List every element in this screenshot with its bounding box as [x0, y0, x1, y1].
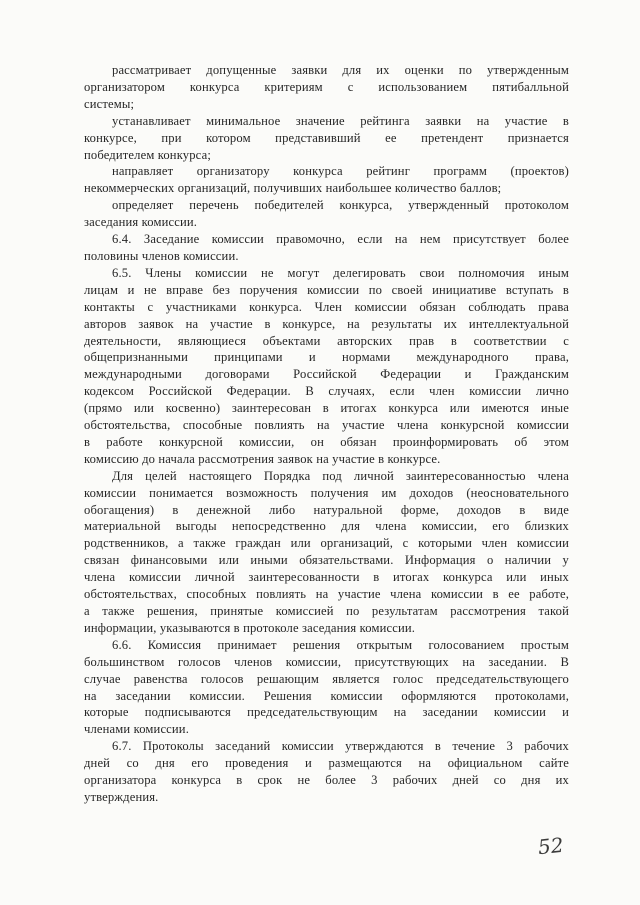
text-line: авторов заявок на участие в конкурсе, на результаты их интеллектуальной: [84, 316, 569, 331]
text-line: международными договорами Российской Федерации и Гражданским: [84, 367, 569, 382]
text-line: члена комиссии личной заинтересованности в итогах конкурса или иных: [84, 570, 569, 585]
text-line: 6.5. Члены комиссии не могут делегировать свои полномочия иным: [112, 265, 569, 280]
text-line: комиссию до начала рассмотрения заявок на участие в конкурсе.: [84, 451, 441, 466]
text-line: обогащения) в денежной либо натуральной форме, доходов в виде: [84, 502, 569, 517]
paragraph: [84, 197, 569, 231]
text-line: (прямо или косвенно) заинтересован в итогах конкурса или имеются иные: [84, 401, 569, 416]
text-line: материальной выгоды непосредственно для члена комиссии, его близких: [84, 519, 569, 534]
text-line: в работе конкурсной комиссии, он обязан проинформировать об этом: [84, 434, 569, 449]
text-line: лицам и не вправе без поручения комиссии по своей инициативе вступать в: [84, 282, 569, 297]
text-line: общепризнанными принципами и нормами международного права,: [84, 350, 569, 365]
paragraph: [84, 113, 569, 164]
text-line: половины членов комиссии.: [84, 248, 239, 263]
text-line: 6.7. Протоколы заседаний комиссии утверждаются в течение 3 рабочих: [112, 739, 569, 754]
paragraph: [84, 468, 569, 637]
text-line: дней со дня его проведения и размещаются на официальном сайте: [84, 756, 569, 771]
text-line: победителем конкурса;: [84, 147, 211, 162]
text-line: организатором конкурса критериям с использованием пятибалльной: [84, 79, 569, 94]
text-line: системы;: [84, 96, 135, 111]
text-line: которые подписываются председательствующим на заседании комиссии и: [84, 705, 569, 720]
text-line: родственников, а также граждан или организаций, с которыми член комиссии: [84, 536, 569, 551]
paragraph: [84, 265, 569, 468]
text-line: 6.6. Комиссия принимает решения открытым голосованием простым: [112, 637, 569, 652]
text-line: обстоятельства, способные повлиять на участие члена конкурсной комиссии: [84, 418, 569, 433]
document-body: [84, 62, 569, 806]
page-number: 52: [536, 832, 565, 860]
text-line: утверждения.: [84, 789, 159, 804]
text-line: деятельности, являющиеся объектами авторских прав в соответствии с: [84, 333, 569, 348]
text-line: обстоятельствах, способных повлиять на участие члена комиссии в ее работе,: [84, 587, 569, 602]
text-line: конкурсе, при котором представивший ее претендент признается: [84, 130, 569, 145]
text-line: рассматривает допущенные заявки для их оценки по утвержденным: [112, 63, 569, 77]
text-line: некоммерческих организаций, получивших наибольшее количество баллов;: [84, 181, 502, 196]
text-line: направляет организатору конкурса рейтинг программ (проектов): [112, 164, 569, 179]
text-line: случае равенства голосов решающим является голос председательствующего: [84, 671, 569, 686]
paragraph: [84, 62, 569, 113]
text-line: членами комиссии.: [84, 722, 189, 737]
paragraph: [84, 231, 569, 265]
text-line: 6.4. Заседание комиссии правомочно, если на нем присутствует более: [112, 232, 569, 247]
text-line: связан финансовыми или иными обязательствами. Информация о наличии у: [84, 553, 569, 568]
text-line: а также решения, принятые комиссией по результатам рассмотрения такой: [84, 604, 569, 618]
text-line: кодексом Российской Федерации. В случаях, если член комиссии лично: [84, 384, 569, 399]
text-line: устанавливает минимальное значение рейтинга заявки на участие в: [112, 113, 569, 128]
paragraph: [84, 163, 569, 197]
text-line: заседания комиссии.: [84, 215, 198, 230]
paragraph: [84, 738, 569, 806]
text-line: на заседании комиссии. Решения комиссии оформляются протоколами,: [84, 688, 569, 703]
text-line: организатора конкурса в срок не более 3 рабочих дней со дня их: [84, 773, 569, 788]
paragraph: [84, 637, 569, 738]
text-line: комиссии понимается возможность получения им доходов (неосновательного: [84, 485, 569, 500]
text-line: определяет перечень победителей конкурса, утвержденный протоколом: [112, 198, 569, 213]
text-line: контакты с участниками конкурса. Член комиссии обязан соблюдать права: [84, 299, 569, 314]
text-line: Для целей настоящего Порядка под личной заинтересованностью члена: [112, 468, 569, 483]
text-line: информации, указываются в протоколе заседания комиссии.: [84, 620, 416, 635]
text-line: большинством голосов членов комиссии, присутствующих на заседании. В: [84, 654, 569, 669]
